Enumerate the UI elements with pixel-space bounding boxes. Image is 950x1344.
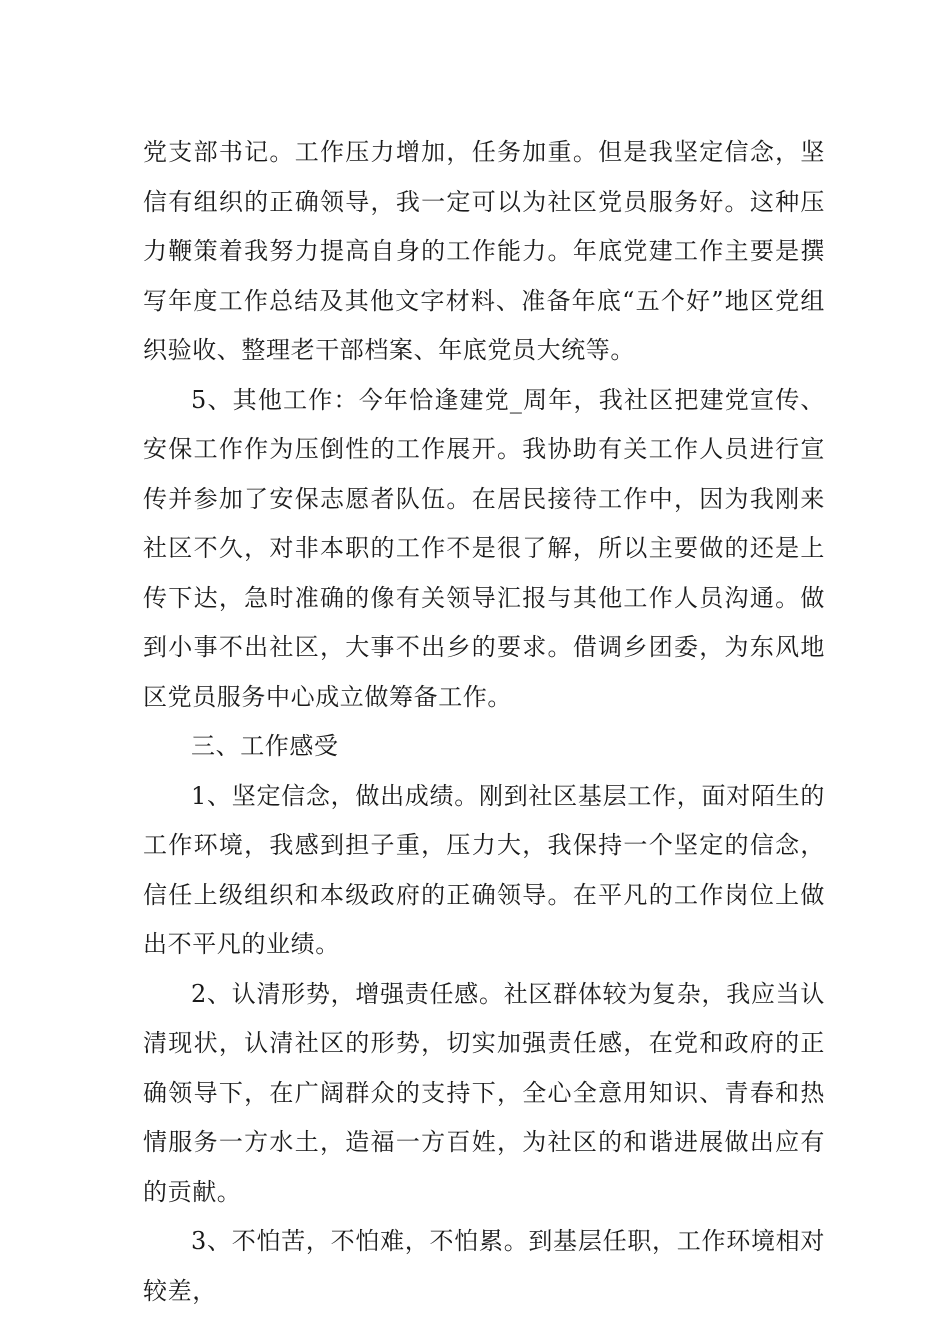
paragraph-feeling-2: 2、认清形势，增强责任感。社区群体较为复杂，我应当认清现状，认清社区的形势，切实加强责任感，在党和政府的正确领导下，在广阔群众的支持下，全心全意用知识、青春和热情服务一方水土，造福一方百姓，为社区的和谐进展做出应有的贡献。 (143, 979, 825, 1206)
paragraph-other-work: 5、其他工作：今年恰逢建党_周年，我社区把建党宣传、安保工作作为压倒性的工作展开。我协助有关工作人员进行宣传并参加了安保志愿者队伍。在居民接待工作中，因为我刚来社区不久，对非本职的工作不是很了解，所以主要做的还是上传下达，急时准确的像有关领导汇报与其他工作人员沟通。做到小事不出社区，大事不出乡的要求。借调乡团委，为东风地区党员服务中心成立做筹备工作。 (143, 385, 825, 711)
paragraph-feeling-1: 1、坚定信念，做出成绩。刚到社区基层工作，面对陌生的工作环境，我感到担子重，压力大，我保持一个坚定的信念，信任上级组织和本级政府的正确领导。在平凡的工作岗位上做出不平凡的业绩。 (143, 781, 825, 958)
paragraph-continuation: 党支部书记。工作压力增加，任务加重。但是我坚定信念，坚信有组织的正确领导，我一定可以为社区党员服务好。这种压力鞭策着我努力提高自身的工作能力。年底党建工作主要是撰写年度工作总结及其他文字材料、准备年底“五个好”地区党组织验收、整理老干部档案、年底党员大统等。 (143, 138, 825, 364)
paragraph-feeling-3: 3、不怕苦，不怕难，不怕累。到基层任职，工作环境相对较差， (143, 1227, 825, 1305)
section-heading-work-feelings: 三、工作感受 (191, 732, 339, 760)
document-body (143, 128, 825, 1316)
